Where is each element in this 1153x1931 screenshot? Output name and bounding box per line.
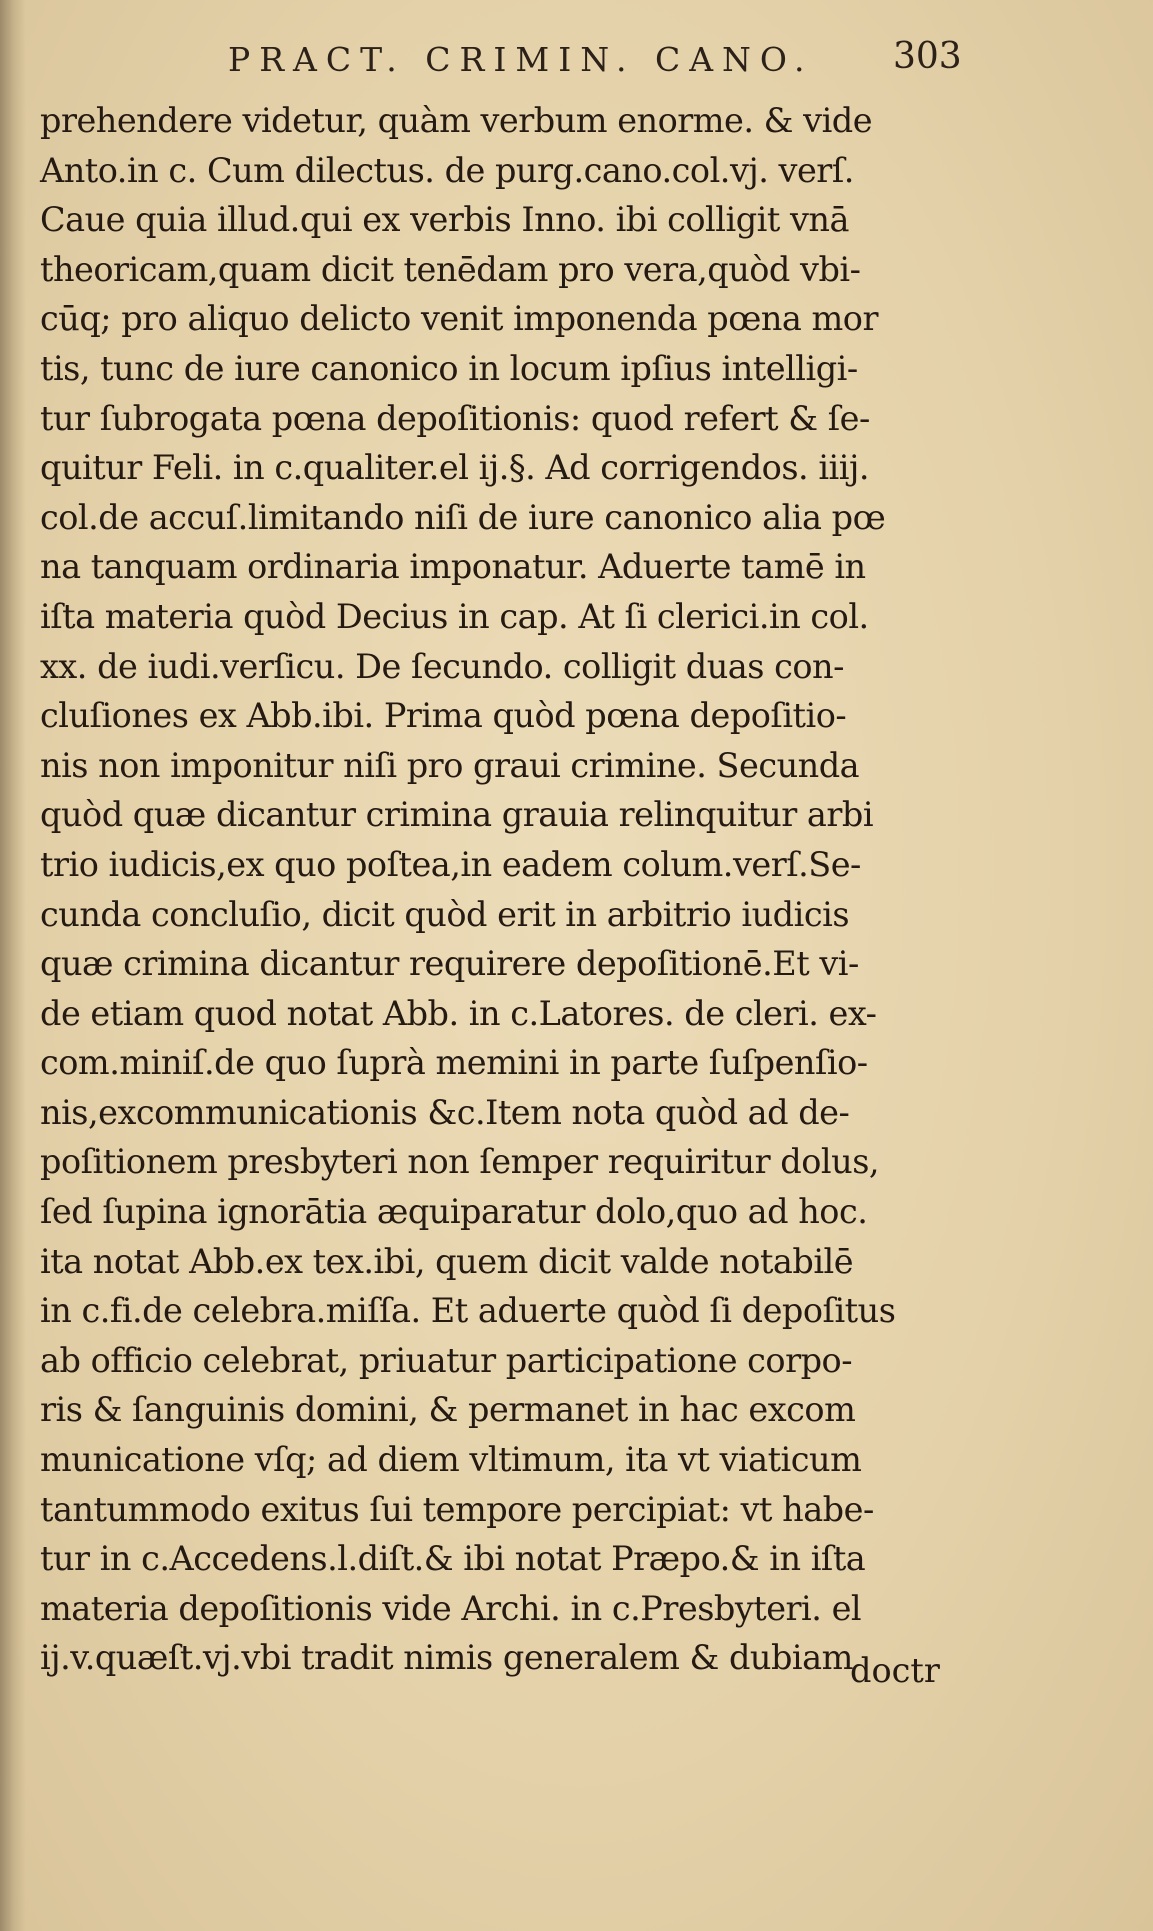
text-line: cūq; pro aliquo delicto venit imponenda pœna mor xyxy=(40,299,878,339)
text-line: na tanquam ordinaria imponatur. Aduerte tamē in xyxy=(40,547,866,587)
text-line: Caue quia illud.qui ex verbis Inno. ibi colligit vnā xyxy=(40,200,849,240)
catchword: doctr xyxy=(850,1651,940,1690)
text-line: de etiam quod notat Abb. in c.Latores. de cleri. ex- xyxy=(40,993,877,1033)
text-line: theoricam,quam dicit tenēdam pro vera,quòd vbi- xyxy=(40,249,861,289)
text-line: ris & ſanguinis domini, & permanet in hac excom xyxy=(40,1390,856,1430)
text-line: tur in c.Accedens.l.diſt.& ibi notat Præpo.& in iſta xyxy=(40,1539,866,1579)
text-line: quòd quæ dicantur crimina grauia relinquitur arbi xyxy=(40,795,874,835)
text-line: com.miniſ.de quo ſuprà memini in parte ſuſpenſio- xyxy=(40,1043,868,1083)
text-line: ij.v.quæſt.vj.vbi tradit nimis generalem & dubiam xyxy=(40,1638,853,1678)
text-line: municatione vſq; ad diem vltimum, ita vt viaticum xyxy=(40,1440,862,1480)
text-line: cluſiones ex Abb.ibi. Prima quòd pœna depoſitio- xyxy=(40,696,847,736)
text-line: in c.fi.de celebra.miſſa. Et aduerte quòd ſi depoſitus xyxy=(40,1291,896,1331)
text-line: tantummodo exitus ſui tempore percipiat: vt habe- xyxy=(40,1489,874,1529)
text-line: cunda concluſio, dicit quòd erit in arbitrio iudicis xyxy=(40,894,850,934)
text-line: col.de accuſ.limitando niſi de iure canonico alia pœ xyxy=(40,497,886,537)
text-line: ita notat Abb.ex tex.ibi, quem dicit valde notabilē xyxy=(40,1241,854,1281)
text-line: poſitionem presbyteri non ſemper requiritur dolus, xyxy=(40,1142,880,1182)
body-text xyxy=(40,96,960,1683)
text-line: quitur Feli. in c.qualiter.el ij.§. Ad corrigendos. iiij. xyxy=(40,448,870,488)
text-line: tur ſubrogata pœna depoſitionis: quod refert & ſe- xyxy=(40,398,870,438)
text-line: nis,excommunicationis &c.Item nota quòd ad de- xyxy=(40,1092,850,1132)
running-head xyxy=(0,36,1153,90)
text-line: trio iudicis,ex quo poſtea,in eadem colum.verſ.Se- xyxy=(40,844,861,884)
text-line: ſed ſupina ignorātia æquiparatur dolo,quo ad hoc. xyxy=(40,1192,868,1232)
page-gutter-shadow xyxy=(0,0,26,1931)
text-line: materia depoſitionis vide Archi. in c.Presbyteri. el xyxy=(40,1588,862,1628)
text-line: Anto.in c. Cum dilectus. de purg.cano.col.vj. verſ. xyxy=(40,150,854,190)
text-line: nis non imponitur niſi pro graui crimine. Secunda xyxy=(40,745,860,785)
text-line: prehendere videtur, quàm verbum enorme. & vide xyxy=(40,101,873,140)
text-line: xx. de iudi.verſicu. De ſecundo. colligit duas con- xyxy=(40,646,844,686)
text-line: quæ crimina dicantur requirere depoſitionē.Et vi- xyxy=(40,944,859,984)
text-line: iſta materia quòd Decius in cap. At ſi clerici.in col. xyxy=(40,596,869,636)
running-head-title: PRACT. CRIMIN. CANO. xyxy=(228,40,814,79)
text-line: tis, tunc de iure canonico in locum ipſius intelligi- xyxy=(40,348,858,388)
page-number: 303 xyxy=(893,36,962,77)
text-line: ab officio celebrat, priuatur participatione corpo- xyxy=(40,1340,853,1380)
